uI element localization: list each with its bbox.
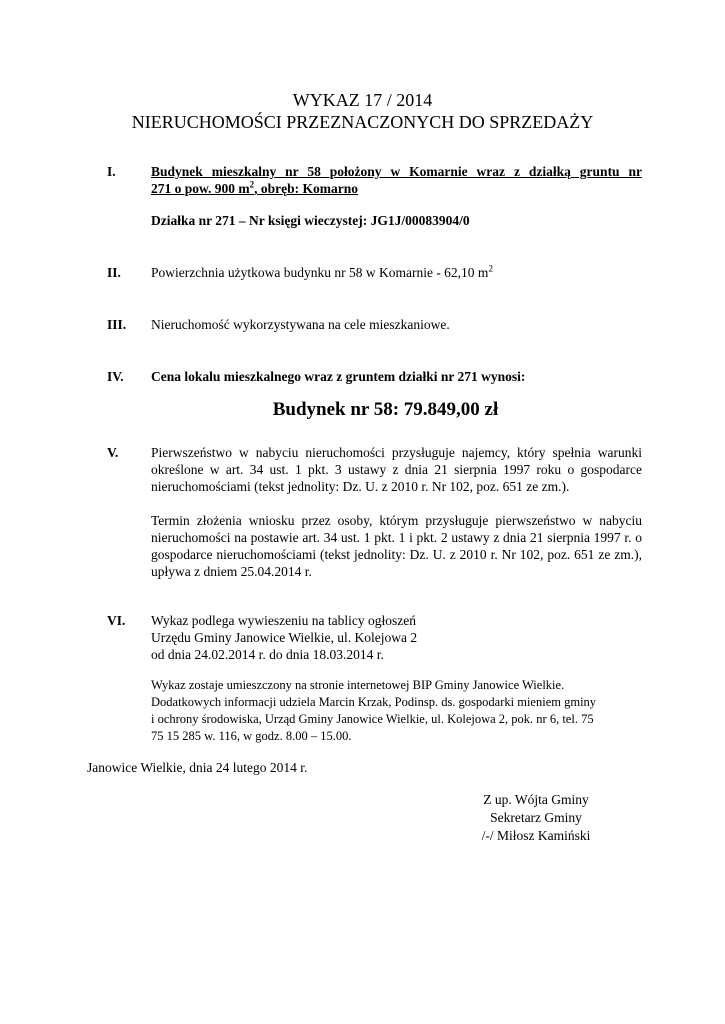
signature-line3: /-/ Miłosz Kamiński <box>481 828 591 843</box>
section-number: VI. <box>107 613 126 628</box>
section-number: IV. <box>107 369 124 384</box>
signature-line2: Sekretarz Gminy <box>490 810 582 825</box>
section-number: V. <box>107 445 119 460</box>
section-1-body <box>151 163 642 229</box>
section-number: III. <box>107 317 127 332</box>
posting-line2: Urzędu Gminy Janowice Wielkie, ul. Kolejowa 2 <box>151 630 418 645</box>
area-text: 271 o pow. 900 m <box>151 181 250 196</box>
section-number: II. <box>107 265 121 280</box>
usable-area-label: Powierzchnia użytkowa budynku nr 58 w Komarnie - 62,10 m <box>151 265 489 280</box>
signature-block <box>466 791 606 845</box>
price-value: Budynek nr 58: 79.849,00 zł <box>272 399 499 420</box>
signature-line1: Z up. Wójta Gminy <box>483 792 589 807</box>
property-use-text: Nieruchomość wykorzystywana na cele mieszkaniowe. <box>151 317 450 332</box>
posting-line1: Wykaz podlega wywieszeniu na tablicy ogłoszeń <box>151 613 416 628</box>
priority-paragraph: Pierwszeństwo w nabyciu nieruchomości przysługuje najemcy, który spełnia warunki określone w art. 34 ust. 1 pkt. 3 ustawy z dnia 21 sierpnia 1997 roku o gospodarce nieruchomościami (tekst jednolity: Dz. U. z 2010 r. Nr 102, poz. 651 ze zm.). <box>151 445 642 494</box>
usable-area-text <box>151 264 642 281</box>
building-description-line2 <box>151 180 642 197</box>
usable-area-superscript: 2 <box>488 263 493 274</box>
contact-note: Wykaz zostaje umieszczony na stronie internetowej BIP Gminy Janowice Wielkie. Dodatkowych informacji udziela Marcin Krzak, Podinsp. ds. gospodarki mieniem gminy i ochrony środowiska, Urząd Gminy Janowice Wielkie, ul. Kolejowa 2, pok. nr 6, tel. 75 75 15 285 w. 116, w godz. 8.00 – 15.00. <box>151 678 597 743</box>
deadline-paragraph: Termin złożenia wniosku przez osoby, którym przysługuje pierwszeństwo w nabyciu nieruchomości na postawie art. 34 ust. 1 pkt. 1 i pkt. 2 ustawy z dnia 21 sierpnia 1997 r. o gospodarce nieruchomościami (tekst jednolity: Dz. U. z 2010 r. Nr 102, poz. 651 ze zm.), upływa z dniem 25.04.2014 r. <box>151 513 642 579</box>
area-superscript: 2 <box>249 179 255 190</box>
building-description-line1: Budynek mieszkalny nr 58 położony w Komarnie wraz z działką gruntu nr <box>151 164 642 179</box>
section-5-body <box>151 444 642 580</box>
section-number: I. <box>107 164 116 179</box>
section-6-body <box>151 612 642 745</box>
price-intro-text: Cena lokalu mieszkalnego wraz z gruntem działki nr 271 wynosi: <box>151 369 526 384</box>
place-and-date: Janowice Wielkie, dnia 24 lutego 2014 r. <box>87 760 308 775</box>
document-subtitle: NIERUCHOMOŚCI PRZEZNACZONYCH DO SPRZEDAŻY <box>131 112 594 132</box>
district-text: , obręb: Komarno <box>254 181 359 196</box>
document-title: WYKAZ 17 / 2014 <box>292 90 433 110</box>
posting-line3: od dnia 24.02.2014 r. do dnia 18.03.2014 r. <box>151 647 384 662</box>
parcel-land-register: Działka nr 271 – Nr księgi wieczystej: JG1J/00083904/0 <box>151 213 470 228</box>
